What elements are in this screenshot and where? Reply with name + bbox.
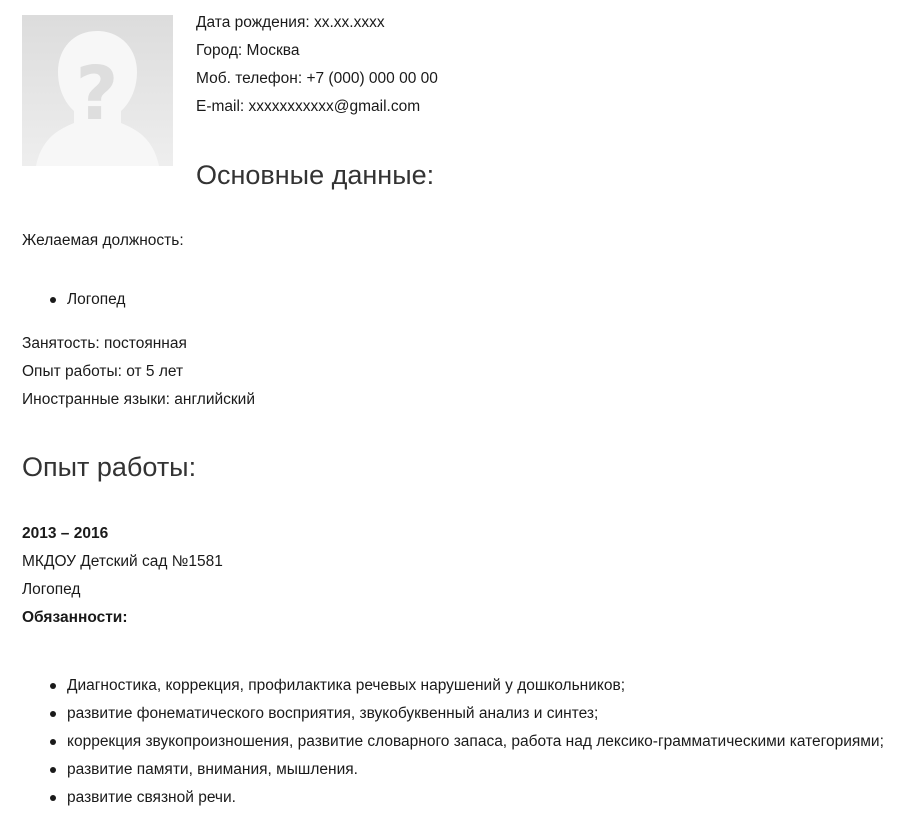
avatar-silhouette-icon	[22, 15, 173, 166]
list-item: Диагностика, коррекция, профилактика речевых нарушений у дошкольников;	[22, 675, 884, 703]
list-item: развитие памяти, внимания, мышления.	[22, 759, 884, 787]
email: E-mail: xxxxxxxxxxx@gmail.com	[196, 98, 421, 115]
duties-list	[22, 675, 884, 815]
profile-photo-placeholder	[22, 15, 173, 166]
phone: Моб. телефон: +7 (000) 000 00 00	[196, 70, 438, 87]
birth-date: Дата рождения: xx.xx.xxxx	[196, 14, 385, 31]
city: Город: Москва	[196, 42, 300, 59]
list-item: Логопед	[22, 289, 255, 317]
contact-info	[196, 12, 438, 124]
languages: Иностранные языки: английский	[22, 391, 255, 408]
desired-position-label: Желаемая должность:	[22, 232, 184, 249]
experience-summary: Опыт работы: от 5 лет	[22, 363, 184, 380]
job-position: Логопед	[22, 581, 81, 598]
list-item: развитие фонематического восприятия, звукобуквенный анализ и синтез;	[22, 703, 884, 731]
main-data-heading: Основные данные:	[196, 160, 435, 190]
job-entry	[22, 523, 884, 815]
main-data-section	[22, 230, 255, 417]
job-period: 2013 – 2016	[22, 525, 109, 542]
list-item: развитие связной речи.	[22, 787, 884, 815]
svg-text:?: ?	[75, 51, 119, 137]
work-experience-heading: Опыт работы:	[22, 452, 197, 482]
job-organization: МКДОУ Детский сад №1581	[22, 553, 223, 570]
duties-label: Обязанности:	[22, 609, 128, 626]
list-item: коррекция звукопроизношения, развитие словарного запаса, работа над лексико-грамматическими категориями;	[22, 731, 884, 759]
employment: Занятость: постоянная	[22, 335, 187, 352]
positions-list	[22, 289, 255, 317]
